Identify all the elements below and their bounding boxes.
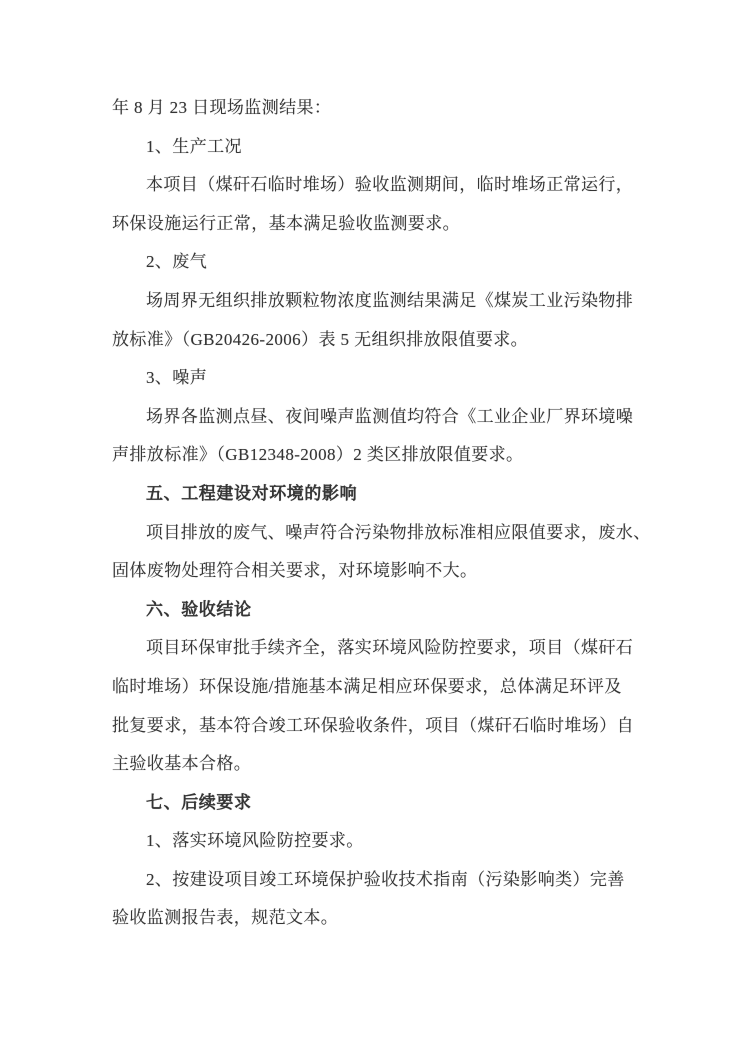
text-line: 年 8 月 23 日现场监测结果： bbox=[112, 98, 332, 117]
text-line: 项目排放的废气、噪声符合污染物排放标准相应限值要求，废水、 bbox=[146, 522, 651, 542]
text-line: 固体废物处理符合相关要求，对环境影响不大。 bbox=[112, 561, 478, 581]
subheading-2: 2、废气 bbox=[146, 252, 208, 272]
text-line: 项目环保审批手续齐全，落实环境风险防控要求，项目（煤矸石 bbox=[146, 638, 634, 658]
text-line: 验收监测报告表，规范文本。 bbox=[112, 908, 339, 928]
subheading-3: 3、噪声 bbox=[146, 368, 208, 388]
text-line: 本项目（煤矸石临时堆场）验收监测期间，临时堆场正常运行， bbox=[146, 175, 634, 195]
text-line: 场界各监测点昼、夜间噪声监测值均符合《工业企业厂界环境噪 bbox=[146, 406, 634, 426]
section-heading-5: 五、工程建设对环境的影响 bbox=[146, 483, 358, 503]
text-line: 临时堆场）环保设施/措施基本满足相应环保要求，总体满足环评及 bbox=[112, 676, 622, 696]
section-heading-6: 六、验收结论 bbox=[146, 599, 252, 619]
text-line: 声排放标准》（GB12348-2008）2 类区排放限值要求。 bbox=[112, 445, 524, 465]
text-line: 批复要求，基本符合竣工环保验收条件，项目（煤矸石临时堆场）自 bbox=[112, 715, 634, 735]
text-line: 主验收基本合格。 bbox=[112, 754, 252, 774]
text-line: 放标准》（GB20426-2006）表 5 无组织排放限值要求。 bbox=[112, 329, 529, 349]
text-line: 环保设施运行正常，基本满足验收监测要求。 bbox=[112, 213, 460, 233]
text-line: 1、落实环境风险防控要求。 bbox=[146, 831, 364, 851]
text-line: 2、按建设项目竣工环境保护验收技术指南（污染影响类）完善 bbox=[146, 869, 625, 889]
subheading-1: 1、生产工况 bbox=[146, 136, 242, 156]
section-heading-7: 七、后续要求 bbox=[146, 792, 252, 812]
document-body-text bbox=[112, 89, 651, 938]
text-line: 场周界无组织排放颗粒物浓度监测结果满足《煤炭工业污染物排 bbox=[146, 290, 634, 310]
